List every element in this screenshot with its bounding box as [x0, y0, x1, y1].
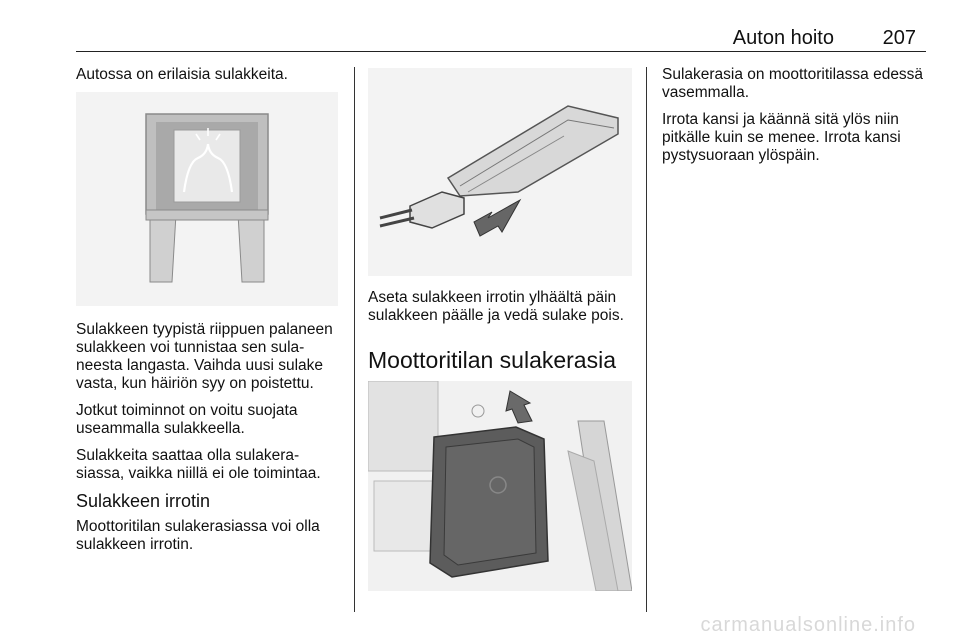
fuse-puller-illustration: [368, 68, 632, 276]
section-title: Auton hoito: [732, 27, 834, 49]
subheading-fuse-puller: Sulakkeen irrotin: [76, 491, 211, 511]
heading-engine-fuse-box: Moottoritilan sulakerasia: [368, 347, 617, 373]
watermark-text: carmanualsonline.info: [700, 614, 916, 636]
page-number: 207: [882, 27, 916, 49]
paragraph-3: Sulakkeita saattaa olla sulakera-siassa, vaikka niillä ei ole toimintaa.: [76, 447, 321, 482]
fuse-illustration: [76, 92, 338, 306]
column-divider-2: [646, 67, 647, 612]
column-2-caption: Aseta sulakkeen irrotin ylhäältä päin sulakkeen päälle ja vedä sulake pois.: [368, 289, 624, 324]
paragraph-6: Irrota kansi ja käännä sitä ylös niin pitkälle kuin se menee. Irrota kansi pystysuoraan ylöspäin.: [662, 111, 901, 164]
column-1-body: [76, 321, 346, 563]
column-divider-1: [354, 67, 355, 612]
paragraph-1: Sulakkeen tyypistä riippuen palaneen sulakkeen voi tunnistaa sen sula-neesta langasta. Vaihda uusi sulake vasta, kun häiriön syy on poistettu.: [76, 321, 333, 392]
header-divider: [76, 51, 926, 52]
paragraph-4: Moottoritilan sulakerasiassa voi olla sulakkeen irrotin.: [76, 518, 320, 553]
engine-fuse-box-illustration: [368, 381, 632, 591]
intro-text: Autossa on erilaisia sulakkeita.: [76, 66, 288, 83]
paragraph-2: Jotkut toiminnot on voitu suojata useammalla sulakkeella.: [76, 402, 298, 437]
column-3-body: [662, 66, 932, 174]
paragraph-5: Sulakerasia on moottoritilassa edessä vasemmalla.: [662, 66, 924, 101]
